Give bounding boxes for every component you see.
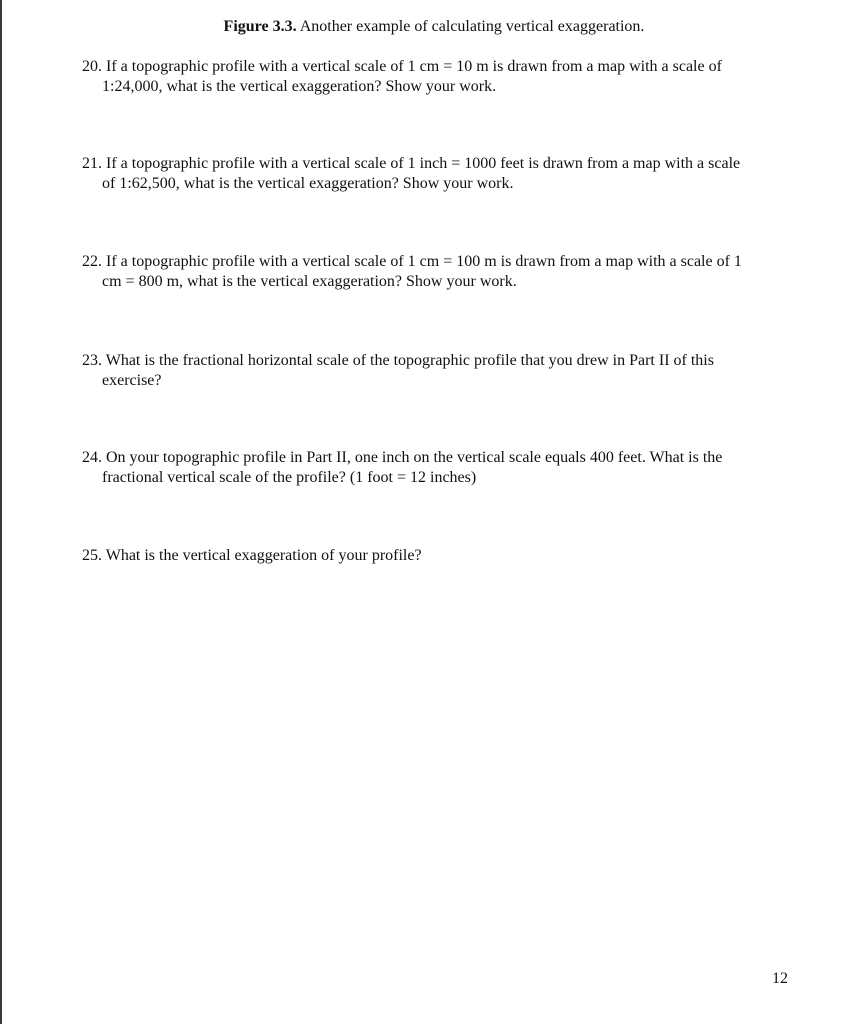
question-21 bbox=[82, 154, 787, 194]
question-24-line1 bbox=[82, 448, 787, 468]
question-25 bbox=[82, 546, 787, 566]
question-22-line2: cm = 800 m, what is the vertical exaggeration? Show your work. bbox=[102, 273, 517, 290]
question-24 bbox=[82, 448, 787, 488]
question-number: 21. bbox=[82, 155, 102, 172]
question-24-line2: fractional vertical scale of the profile? (1 foot = 12 inches) bbox=[102, 469, 477, 486]
question-20-line1 bbox=[82, 57, 787, 77]
question-23-line2: exercise? bbox=[102, 372, 162, 389]
figure-caption-text: Another example of calculating vertical exaggeration. bbox=[296, 18, 645, 35]
figure-caption bbox=[0, 17, 868, 37]
page-number: 12 bbox=[772, 970, 788, 987]
question-22-line1 bbox=[82, 252, 787, 272]
question-number: 22. bbox=[82, 253, 102, 270]
question-number: 20. bbox=[82, 58, 102, 75]
question-text: If a topographic profile with a vertical scale of 1 cm = 10 m is drawn from a map with a scale of bbox=[102, 58, 722, 75]
question-text: On your topographic profile in Part II, one inch on the vertical scale equals 400 feet. What is the bbox=[102, 449, 723, 466]
question-23-line1 bbox=[82, 351, 787, 371]
question-text: What is the fractional horizontal scale of the topographic profile that you drew in Part II of this bbox=[102, 352, 714, 369]
question-23 bbox=[82, 351, 787, 391]
question-22 bbox=[82, 252, 787, 292]
question-20-line2: 1:24,000, what is the vertical exaggeration? Show your work. bbox=[102, 78, 497, 95]
question-number: 25. bbox=[82, 547, 102, 564]
question-text: What is the vertical exaggeration of your profile? bbox=[102, 547, 422, 564]
page-edge bbox=[0, 0, 2, 1024]
question-text: If a topographic profile with a vertical scale of 1 inch = 1000 feet is drawn from a map with a scale bbox=[102, 155, 741, 172]
question-number: 24. bbox=[82, 449, 102, 466]
question-text: If a topographic profile with a vertical scale of 1 cm = 100 m is drawn from a map with a scale of 1 bbox=[102, 253, 742, 270]
figure-label: Figure 3.3. bbox=[223, 18, 297, 35]
question-21-line1 bbox=[82, 154, 787, 174]
question-25-line1 bbox=[82, 546, 787, 566]
question-20 bbox=[82, 57, 787, 97]
question-21-line2: of 1:62,500, what is the vertical exaggeration? Show your work. bbox=[102, 175, 514, 192]
question-number: 23. bbox=[82, 352, 102, 369]
